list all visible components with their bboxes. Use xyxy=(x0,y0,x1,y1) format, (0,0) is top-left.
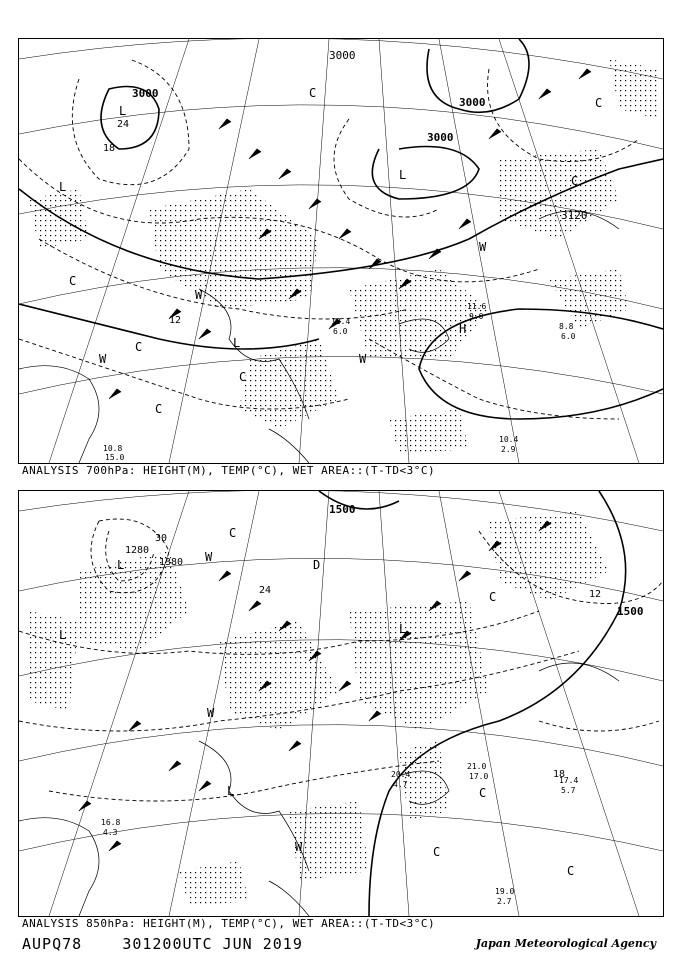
low-symbol: L xyxy=(399,622,407,636)
isotherm-label: 18 xyxy=(553,769,566,780)
station-temp: 10.4 xyxy=(499,435,519,444)
station-temp: 19.0 xyxy=(495,887,515,896)
station-dewpoint: 15.0 xyxy=(105,453,125,462)
isotherm-label: 18 xyxy=(103,143,116,154)
contour-label: 3000 xyxy=(459,96,486,109)
cold-symbol: C xyxy=(489,590,497,604)
cold-symbol: C xyxy=(567,864,575,878)
contour-label: 3120 xyxy=(561,209,588,222)
graticule xyxy=(19,39,663,463)
warm-symbol: W xyxy=(359,352,367,366)
system-symbols xyxy=(59,86,602,416)
agency-credit: Japan Meteorological Agency xyxy=(475,937,656,950)
station-dewpoint: 2.7 xyxy=(497,897,512,906)
analysis-850hpa-chart xyxy=(18,490,664,917)
cold-symbol: C xyxy=(433,845,441,859)
station-temp: 10.8 xyxy=(103,444,123,453)
isotherm-label: 24 xyxy=(259,585,272,596)
map-850hpa xyxy=(19,491,663,916)
station-dewpoint: 17.0 xyxy=(469,772,489,781)
low-symbol: L xyxy=(227,784,235,798)
station-temp: 12.4 xyxy=(331,317,351,326)
station-temp: 21.0 xyxy=(467,762,487,771)
low-symbol: L xyxy=(399,168,407,182)
station-dewpoint: 6.0 xyxy=(561,332,576,341)
high-symbol: H xyxy=(459,322,467,336)
contour-label: 3000 xyxy=(427,131,454,144)
low-symbol: L xyxy=(59,628,67,642)
product-header xyxy=(22,935,303,953)
warm-symbol: W xyxy=(207,706,215,720)
warm-symbol: W xyxy=(295,840,303,854)
contour-label: 3000 xyxy=(132,87,159,100)
low-symbol: L xyxy=(59,180,67,194)
contour-label: 1280 xyxy=(125,545,150,556)
station-dewpoint: 4.7 xyxy=(393,780,408,789)
station-temp: 8.8 xyxy=(559,322,574,331)
isotherms xyxy=(19,59,639,419)
station-dewpoint: 4.3 xyxy=(103,828,118,837)
low-symbol: L xyxy=(233,336,241,350)
coastline xyxy=(19,211,619,463)
cold-symbol: C xyxy=(571,174,579,188)
warm-symbol: W xyxy=(479,240,487,254)
contour-label: 3000 xyxy=(329,49,356,62)
station-temp: 16.8 xyxy=(101,818,121,827)
cold-symbol: C xyxy=(69,274,77,288)
station-dewpoint: 5.7 xyxy=(561,786,576,795)
isotherm-label: 12 xyxy=(169,315,182,326)
station-dewpoint: 6.0 xyxy=(333,327,348,336)
contour-label: 1500 xyxy=(329,503,356,516)
cold-symbol: C xyxy=(479,786,487,800)
valid-time: 301200UTC JUN 2019 xyxy=(122,935,303,953)
contour-label: 1380 xyxy=(159,557,184,568)
warm-symbol: W xyxy=(99,352,107,366)
dry-symbol: D xyxy=(313,558,321,572)
cold-symbol: C xyxy=(309,86,317,100)
station-temp: 11.6 xyxy=(467,302,487,311)
product-id: AUPQ78 xyxy=(22,935,83,953)
isotherm-label: 12 xyxy=(589,589,602,600)
cold-symbol: C xyxy=(595,96,603,110)
isotherm-label: 24 xyxy=(117,119,130,130)
station-temp: 20.4 xyxy=(391,770,411,779)
chart-caption-700hpa: ANALYSIS 700hPa: HEIGHT(M), TEMP(°C), WET AREA::(T-TD<3°C) xyxy=(22,464,436,477)
chart-caption-850hpa: ANALYSIS 850hPa: HEIGHT(M), TEMP(°C), WET AREA::(T-TD<3°C) xyxy=(22,917,436,930)
isotherm-label: 30 xyxy=(155,533,168,544)
station-temp: 17.4 xyxy=(559,776,579,785)
map-700hpa xyxy=(19,39,663,463)
low-symbol: L xyxy=(119,104,127,118)
cold-symbol: C xyxy=(155,402,163,416)
analysis-700hpa-chart xyxy=(18,38,664,464)
warm-symbol: W xyxy=(205,550,213,564)
contour-label: 1500 xyxy=(617,605,644,618)
station-dewpoint: 2.9 xyxy=(501,445,516,454)
cold-symbol: C xyxy=(135,340,143,354)
low-symbol: L xyxy=(117,558,125,572)
cold-symbol: C xyxy=(229,526,237,540)
cold-symbol: C xyxy=(239,370,247,384)
warm-symbol: W xyxy=(195,288,203,302)
station-dewpoint: 9.0 xyxy=(469,312,484,321)
